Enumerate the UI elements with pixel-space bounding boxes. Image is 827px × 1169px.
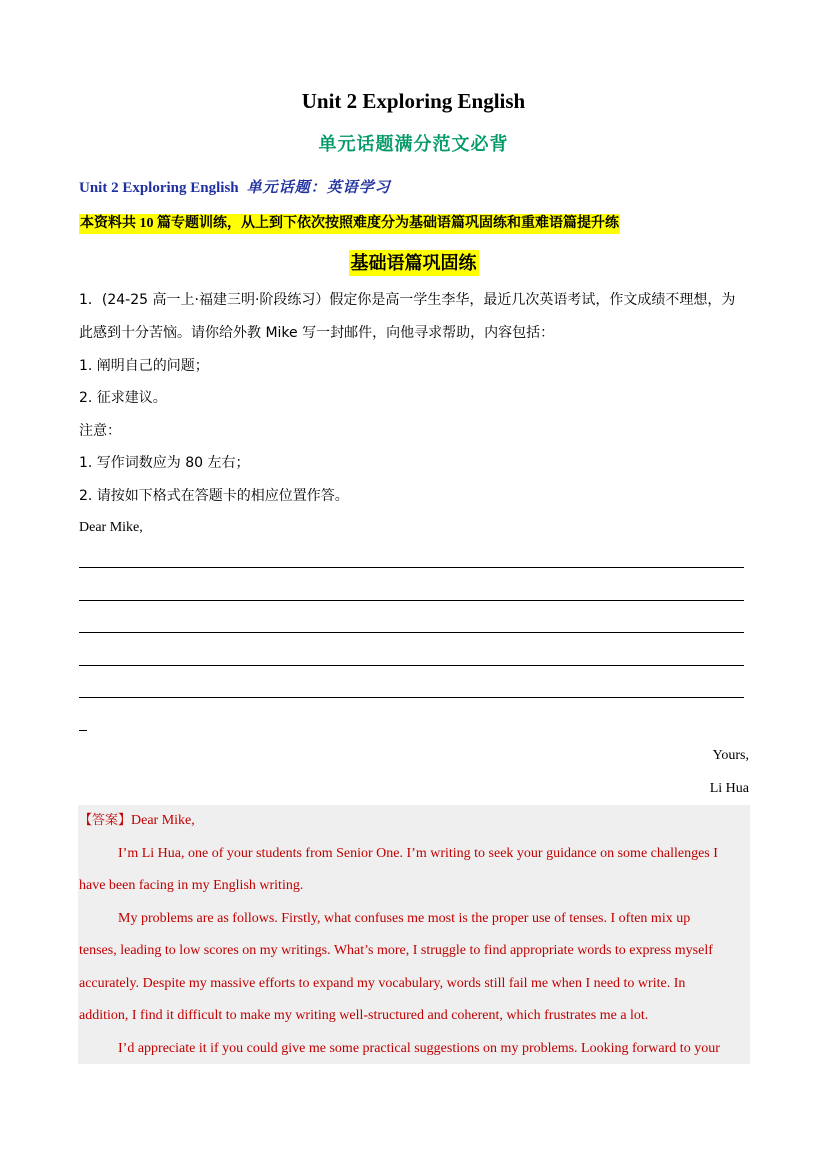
answer-line-6: addition, I find it difficult to make my writing well-structured and coherent, which frustrates me a lot. (79, 1008, 649, 1023)
section-heading: 基础语篇巩固练 (349, 250, 479, 276)
answer-line-2: have been facing in my English writing. (79, 878, 304, 893)
answer-line-3: My problems are as follows. Firstly, what confuses me most is the proper use of tenses. I often mix up (118, 911, 691, 926)
answer-salutation: Dear Mike, (131, 813, 195, 828)
page-subtitle: 单元话题满分范文必背 (318, 134, 509, 154)
answer-line-1: I’m Li Hua, one of your students from Senior One. I’m writing to seek your guidance on some challenges I (118, 846, 718, 861)
topic-line-topic: 单元话题：英语学习 (246, 180, 391, 196)
note-item-1: 1. 写作词数应为 80 左右； (79, 455, 250, 471)
answer-header (79, 811, 195, 831)
answer-line-end-mark (79, 730, 87, 731)
letter-salutation: Dear Mike, (79, 520, 143, 535)
topic-line (79, 176, 391, 200)
answer-line (79, 600, 744, 601)
letter-signature: Li Hua (709, 781, 749, 796)
answer-line-5: accurately. Despite my massive efforts to expand my vocabulary, words still fail me when I need to write. In (79, 976, 686, 991)
answer-line (79, 567, 744, 568)
answer-line (79, 697, 744, 698)
answer-line-4: tenses, leading to low scores on my writings. What’s more, I struggle to find appropriate words to express myself (79, 943, 713, 958)
note-item-2: 2. 请按如下格式在答题卡的相应位置作答。 (79, 488, 349, 504)
question-line-2: 此感到十分苦恼。请你给外教 Mike 写一封邮件，向他寻求帮助，内容包括： (79, 325, 555, 341)
requirement-item-2: 2. 征求建议。 (79, 390, 167, 406)
page-title: Unit 2 Exploring English (301, 89, 526, 113)
letter-closing: Yours, (712, 748, 749, 763)
section-heading-wrap (0, 250, 827, 276)
question-line-1: 1．(24-25 高一上·福建三明·阶段练习）假定你是高一学生李华，最近几次英语考试，作文成绩不理想，为 (79, 292, 736, 308)
answer-line (79, 632, 744, 633)
answer-line-7: I’d appreciate it if you could give me some practical suggestions on my problems. Looking forward to your (118, 1041, 720, 1056)
requirement-item-1: 1. 阐明自己的问题； (79, 358, 209, 374)
note-label: 注意： (79, 423, 121, 439)
answer-line (79, 665, 744, 666)
notice-banner: 本资料共 10 篇专题训练，从上到下依次按照难度分为基础语篇巩固练和重难语篇提升练 (79, 214, 620, 234)
topic-line-unit: Unit 2 Exploring English (79, 180, 239, 196)
answer-tag: 【答案】 (79, 813, 132, 828)
